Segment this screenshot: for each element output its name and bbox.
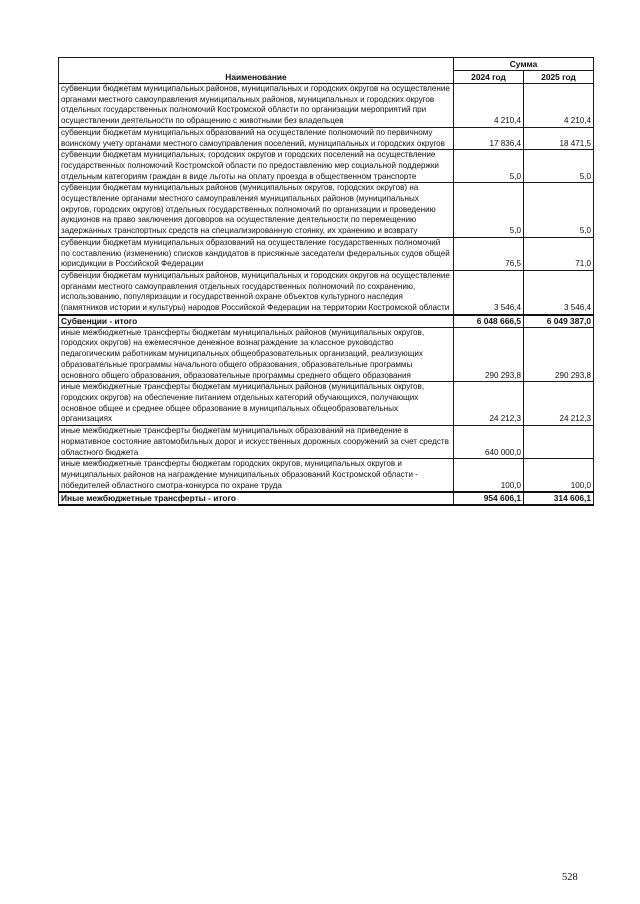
table-row xyxy=(59,150,594,183)
row-value-2024: 4 210,4 xyxy=(454,84,524,128)
header-name: Наименование xyxy=(59,58,454,84)
table-row xyxy=(59,382,594,426)
transfers-total-label: Иные межбюджетные трансферты - итого xyxy=(59,492,454,505)
row-name: субвенции бюджетам муниципальных образований на осуществление полномочий по первичному воинскому учету органами местного самоуправления поселений, муниципальных и городских округов xyxy=(59,127,454,149)
row-name: субвенции бюджетам муниципальных районов (муниципальных округов, городских округов) на осуществление органами местного самоуправления муниципальных районов (муниципальных округов, городских округов) отдельных государственных полномочий по организации и проведению аукционов на право заключения договоров на осуществление деятельности по перемещению задержанных транспортных средств на специализированную стоянку, их хранению и возврату xyxy=(59,183,454,238)
table-row xyxy=(59,459,594,493)
row-name: иные межбюджетные трансферты бюджетам муниципальных районов (муниципальных округов, городских округов) на обеспечение питанием отдельных категорий обучающихся, получающих основное общее и среднее общее образование в муниципальных общеобразовательных организациях xyxy=(59,382,454,426)
transfers-total-2024: 954 606,1 xyxy=(454,492,524,505)
row-name: субвенции бюджетам муниципальных районов, муниципальных и городских округов на осуществление органами местного самоуправления муниципальных районов, муниципальных и городских округов отдельных государственных полномочий Костромской области по организации мероприятий при осуществлении деятельности по обращению с животными без владельцев xyxy=(59,84,454,128)
row-value-2024: 76,5 xyxy=(454,237,524,270)
row-name: иные межбюджетные трансферты бюджетам городских округов, муниципальных округов и муниципальных районов на награждение муниципальных образований Костромской области - победителей областного смотра-конкурса по охране труда xyxy=(59,459,454,493)
transfers-total-row xyxy=(59,492,594,505)
budget-table xyxy=(58,57,594,506)
row-value-2025: 4 210,4 xyxy=(524,84,594,128)
row-value-2025: 5,0 xyxy=(524,150,594,183)
row-value-2025: 18 471,5 xyxy=(524,127,594,149)
subventions-total-label: Субвенции - итого xyxy=(59,315,454,328)
table-row xyxy=(59,183,594,238)
row-name: субвенции бюджетам муниципальных, городских округов и городских поселений на осуществление государственных полномочий Костромской области по предоставлению мер социальной поддержки отдельным категориям граждан в виде льготы на оплату проезда в общественном транспорте xyxy=(59,150,454,183)
row-value-2025 xyxy=(524,426,594,459)
subventions-total-row xyxy=(59,315,594,328)
row-value-2025: 24 212,3 xyxy=(524,382,594,426)
table-row xyxy=(59,327,594,382)
row-value-2024: 5,0 xyxy=(454,150,524,183)
table-row xyxy=(59,270,594,314)
row-value-2024: 290 293,8 xyxy=(454,327,524,382)
row-name: субвенции бюджетам муниципальных районов, муниципальных и городских округов на осуществление органами местного самоуправления отдельных государственных полномочий по сохранению, использованию, популяризации и государственной охране объектов культурного наследия (памятников истории и культуры) народов Российской Федерации на территории Костромской области xyxy=(59,270,454,314)
row-value-2024: 24 212,3 xyxy=(454,382,524,426)
header-row xyxy=(59,58,594,71)
row-value-2025: 71,0 xyxy=(524,237,594,270)
transfers-total-2025: 314 606,1 xyxy=(524,492,594,505)
table-row xyxy=(59,84,594,128)
row-value-2024: 100,0 xyxy=(454,459,524,493)
header-year-2024: 2024 год xyxy=(454,71,524,84)
table-row xyxy=(59,127,594,149)
row-value-2024: 640 000,0 xyxy=(454,426,524,459)
row-value-2024: 17 836,4 xyxy=(454,127,524,149)
table-row xyxy=(59,237,594,270)
row-value-2025: 290 293,8 xyxy=(524,327,594,382)
budget-table-container xyxy=(58,57,593,506)
row-value-2024: 5,0 xyxy=(454,183,524,238)
subventions-total-2024: 6 048 666,5 xyxy=(454,315,524,328)
row-value-2025: 100,0 xyxy=(524,459,594,493)
row-name: иные межбюджетные трансферты бюджетам муниципальных районов (муниципальных округов, городских округов) на ежемесячное денежное вознаграждение за классное руководство педагогическим работникам муниципальных общеобразовательных организаций, реализующих образовательные программы начального общего образования, образовательные программы основного общего образования, образовательные программы среднего общего образования xyxy=(59,327,454,382)
row-name: иные межбюджетные трансферты бюджетам муниципальных образований на приведение в нормативное состояние автомобильных дорог и искусственных дорожных сооружений за счет средств областного бюджета xyxy=(59,426,454,459)
table-row xyxy=(59,426,594,459)
subventions-total-2025: 6 049 387,0 xyxy=(524,315,594,328)
row-value-2024: 3 546,4 xyxy=(454,270,524,314)
row-value-2025: 3 546,4 xyxy=(524,270,594,314)
header-sum: Сумма xyxy=(454,58,594,71)
row-value-2025: 5,0 xyxy=(524,183,594,238)
row-name: субвенции бюджетам муниципальных образований на осуществление государственных полномочий по составлению (изменению) списков кандидатов в присяжные заседатели федеральных судов общей юрисдикции в Российской Федерации xyxy=(59,237,454,270)
page-number: 528 xyxy=(562,872,578,883)
header-year-2025: 2025 год xyxy=(524,71,594,84)
